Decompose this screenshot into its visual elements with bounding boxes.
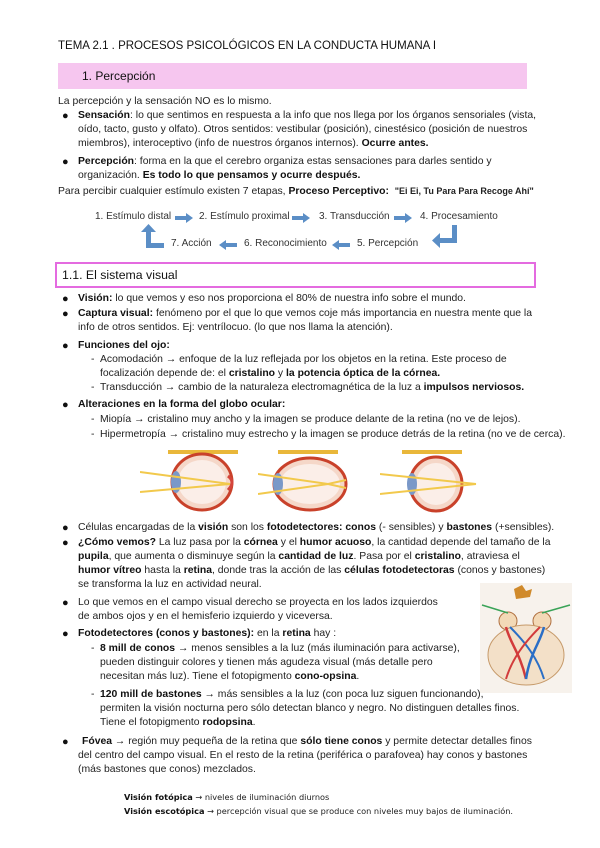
alteraciones-heading: Alteraciones en la forma del globo ocular: <box>78 399 286 410</box>
fovea-line2: del centro del campo visual. En el resto de la retina (periférica o parafovea) hay conos y bastones <box>78 750 528 761</box>
arrow-right-icon <box>292 213 310 223</box>
captura-line2: info de otros sentidos. Ej: ventrílocuo. (lo que nos llama la atención). <box>78 322 393 333</box>
dash: - <box>91 429 95 440</box>
step-1: 1. Estímulo distal <box>95 211 172 222</box>
dash: - <box>91 689 95 700</box>
bullet: ● <box>62 110 69 122</box>
bastones-line1: 120 mill de bastones → más sensibles a la luz (con poca luz siguen funcionando), <box>100 689 484 700</box>
percepcion-line2: organización. Es todo lo que pensamos y ocurre después. <box>78 170 361 181</box>
bullet: ● <box>62 293 69 305</box>
bastones-line2: permiten la visión nocturna pero sólo detectan blanco y negro. No distinguen detalles finos. <box>100 703 520 714</box>
fovea-line1: Fóvea → región muy pequeña de la retina que sólo tiene conos y permite detectar detalles finos <box>82 736 532 747</box>
step-4: 4. Procesamiento <box>420 211 498 222</box>
step-6: 6. Reconocimiento <box>244 238 327 249</box>
conos-line3: necesitan más luz). Tiene el fotopigmento cono-opsina. <box>100 671 360 682</box>
eye-diagram-myopia <box>258 446 354 514</box>
como-line3: humor vítreo hasta la retina, donde tras la acción de las células fotodetectoras (conos y bastones) <box>78 565 546 576</box>
conos-line2: pueden distinguir colores y tienen más agudeza visual (más detalle pero <box>100 657 433 668</box>
handwritten-note-fotopica: Visión fotópica → niveles de iluminación diurnos <box>124 792 330 802</box>
bullet: ● <box>62 597 69 609</box>
bastones-line3: Tiene el fotopigmento rodopsina. <box>100 717 256 728</box>
sensacion-line3: miembros), interoceptivo (info de nuestros órganos internos). Ocurre antes. <box>78 138 429 149</box>
sensacion-line2: oído, tacto, gusto y olfato). Otros sentidos: vestibular (posición), cinestésico (posición de nuestros <box>78 124 528 135</box>
funciones-heading: Funciones del ojo: <box>78 340 170 351</box>
bullet: ● <box>62 522 69 534</box>
arrow-turn-up-icon <box>140 224 164 248</box>
conos-line1: 8 mill de conos → menos sensibles a la luz (más iluminación para activarse), <box>100 643 460 654</box>
etapas-line: Para percibir cualquier estímulo existen 7 etapas, Proceso Perceptivo: "Ei Ei, Tu Para Para Recoge Ahí" <box>58 186 534 197</box>
bullet: ● <box>62 628 69 640</box>
acomodacion-line1: Acomodación → enfoque de la luz reflejada por los objetos en la retina. Este proceso de <box>100 354 507 365</box>
arrow-left-icon <box>219 240 237 250</box>
arrow-turn-down-left-icon <box>430 225 460 249</box>
handwritten-note-escotopica: Visión escotópica → percepción visual que se produce con niveles muy bajos de iluminación. <box>124 806 514 816</box>
miopia-line: Miopía → cristalino muy ancho y la imagen se produce delante de la retina (no ve de lejos). <box>100 414 521 425</box>
fovea-line3: (más bastones que conos) mezclados. <box>78 764 256 775</box>
percepcion-line1: Percepción: forma en la que el cerebro organiza estas sensaciones para darles sentido y <box>78 156 492 167</box>
acomodacion-line2: focalización depende de: el cristalino y la potencia óptica de la córnea. <box>100 368 441 379</box>
eye-diagram-hyperopia <box>380 446 480 514</box>
section-heading-percepcion: 1. Percepción <box>82 69 156 83</box>
captura-line1: Captura visual: fenómeno por el que lo que vemos coje más importancia en nuestra mente que la <box>78 308 532 319</box>
como-line2: pupila, que aumenta o disminuye según la cantidad de luz. Pasa por el cristalino, atraviesa el <box>78 551 520 562</box>
bullet: ● <box>62 399 69 411</box>
como-line4: se transforma la luz en actividad neural. <box>78 579 262 590</box>
vision-line: Visión: lo que vemos y eso nos proporciona el 80% de nuestra info sobre el mundo. <box>78 293 466 304</box>
arrow-right-icon <box>394 213 412 223</box>
bullet: ● <box>62 736 69 748</box>
arrow-right-icon <box>175 213 193 223</box>
dash: - <box>91 382 95 393</box>
arrow-left-icon <box>332 240 350 250</box>
transduccion-line: Transducción → cambio de la naturaleza electromagnética de la luz a impulsos nerviosos. <box>100 382 525 393</box>
eye-diagram-normal <box>140 446 240 514</box>
step-3: 3. Transducción <box>319 211 390 222</box>
visual-pathway-diagram <box>480 583 572 693</box>
bullet: ● <box>62 156 69 168</box>
bullet: ● <box>62 537 69 549</box>
bullet: ● <box>62 308 69 320</box>
fotodetectores-line: Fotodetectores (conos y bastones): en la retina hay : <box>78 628 337 639</box>
dash: - <box>91 354 95 365</box>
sensacion-line1: Sensación: lo que sentimos en respuesta a la info que nos llega por los órganos sensoriales (vista, <box>78 110 537 121</box>
dash: - <box>91 414 95 425</box>
hipermetropia-line: Hipermetropía → cristalino muy estrecho y la imagen se produce detrás de la retina (no ve de cerca). <box>100 429 566 440</box>
dash: - <box>91 643 95 654</box>
bullet: ● <box>62 340 69 352</box>
document-title: TEMA 2.1 . PROCESOS PSICOLÓGICOS EN LA CONDUCTA HUMANA I <box>58 40 437 52</box>
intro-text: La percepción y la sensación NO es lo mismo. <box>58 96 272 107</box>
step-2: 2. Estímulo proximal <box>199 211 290 222</box>
como-line1: ¿Cómo vemos? La luz pasa por la córnea y el humor acuoso, la cantidad depende del tamaño de la <box>78 537 551 548</box>
campo-line2: de ambos ojos y en el hemisferio izquierdo y viceversa. <box>78 611 333 622</box>
section-heading-sistema-visual: 1.1. El sistema visual <box>62 268 178 282</box>
celulas-line: Células encargadas de la visión son los fotodetectores: conos (- sensibles) y bastones (+sensibles). <box>78 522 555 533</box>
step-5: 5. Percepción <box>357 238 419 249</box>
step-7: 7. Acción <box>171 238 212 249</box>
campo-line1: Lo que vemos en el campo visual derecho se proyecta en los lados izquierdos <box>78 597 438 608</box>
